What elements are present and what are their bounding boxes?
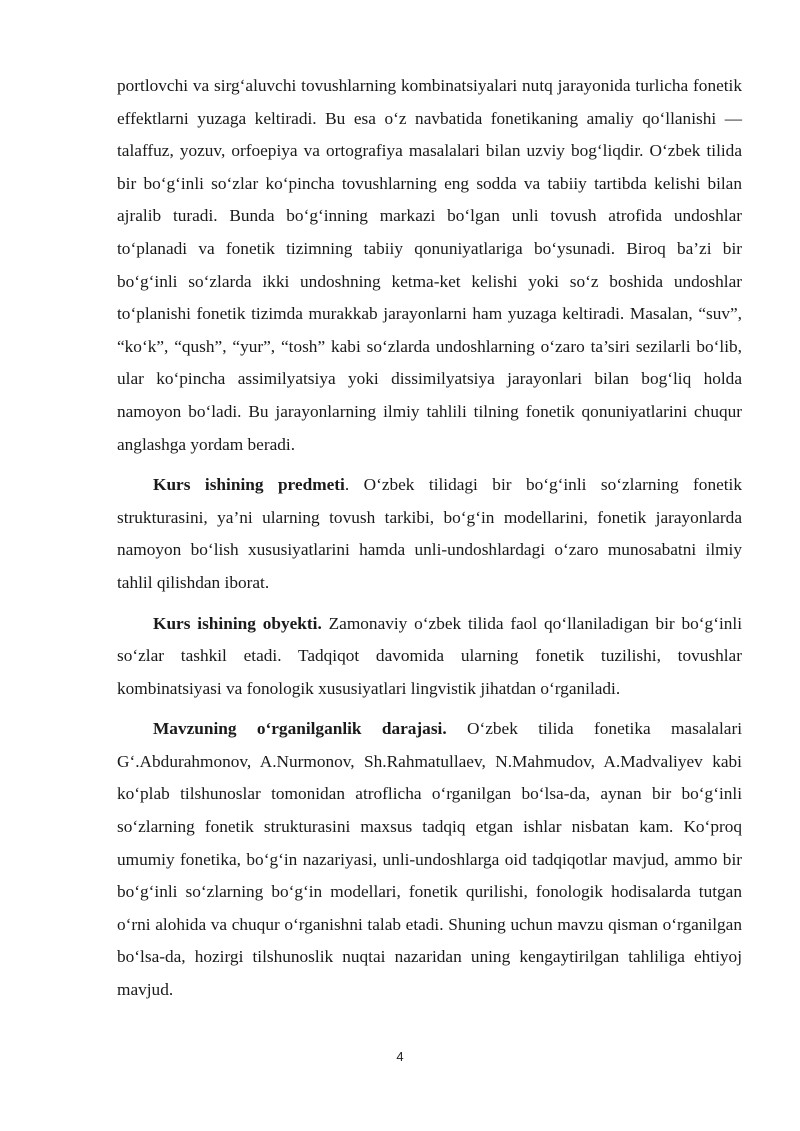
paragraph-research-degree	[117, 713, 742, 1006]
paragraph-text: O‘zbek tilida fonetika masalalari G‘.Abdurahmonov, A.Nurmonov, Sh.Rahmatullaev, N.Mahmudov, A.Madvaliyev kabi ko‘plab tilshunoslar tomonidan atroflicha o‘rganilgan bo‘lsa-da, aynan bir bo‘g‘inli so‘zlarning fonetik strukturasini maxsus tadqiq etgan ishlar nisbatan kam. Ko‘proq umumiy fonetika, bo‘g‘in nazariyasi, unli-undoshlarga oid tadqiqotlar mavjud, ammo bir bo‘g‘inli so‘zlarning bo‘g‘in modellari, fonetik qurilishi, fonologik hodisalarda tutgan o‘rni alohida va chuqur o‘rganishni talab etadi. Shuning uchun mavzu qisman o‘rganilgan bo‘lsa-da, hozirgi tilshunoslik nuqtai nazaridan uning kengaytirilgan tahliliga ehtiyoj mavjud.	[117, 719, 742, 1000]
paragraph-heading: Kurs ishining predmeti	[153, 475, 345, 495]
paragraph-continuation	[117, 70, 742, 461]
paragraph-heading: Mavzuning o‘rganilganlik darajasi.	[153, 719, 447, 739]
paragraph-course-object	[117, 608, 742, 706]
page-number: 4	[396, 1049, 404, 1064]
page-body	[117, 70, 742, 1007]
paragraph-text: Zamonaviy o‘zbek tilida faol qo‘llaniladigan bir bo‘g‘inli so‘zlar tashkil etadi. Tadqiqot davomida ularning fonetik tuzilishi, tovushlar kombinatsiyasi va fonologik xususiyatlari lingvistik jihatdan o‘rganiladi.	[117, 613, 742, 698]
paragraph-text: . O‘zbek tilidagi bir bo‘g‘inli so‘zlarning fonetik strukturasini, ya’ni ularning tovush tarkibi, bo‘g‘in modellarini, fonetik jarayonlarda namoyon bo‘lish xususiyatlarini hamda unli-undoshlardagi o‘zaro munosabatni ilmiy tahlil qilishdan iborat.	[117, 475, 742, 592]
paragraph-course-subject	[117, 469, 742, 599]
paragraph-text: portlovchi va sirg‘aluvchi tovushlarning kombinatsiyalari nutq jarayonida turlicha fonetik effektlarni yuzaga keltiradi. Bu esa o‘z navbatida fonetikaning amaliy qo‘llanishi — talaffuz, yozuv, orfoepiya va ortografiya masalalari bilan uzviy bog‘liqdir. O‘zbek tilida bir bo‘g‘inli so‘zlar ko‘pincha tovushlarning eng sodda va tabiiy tartibda kelishi bilan ajralib turadi. Bunda bo‘g‘inning markazi bo‘lgan unli tovush atrofida undoshlar to‘planadi va fonetik tizimning tabiiy qonuniyatlariga bo‘ysunadi. Biroq ba’zi bir bo‘g‘inli so‘zlarda ikki undoshning ketma-ket kelishi yoki so‘z boshida undoshlar to‘planishi fonetik tizimda murakkab jarayonlarni ham yuzaga keltiradi. Masalan, “suv”, “ko‘k”, “qush”, “yur”, “tosh” kabi so‘zlarda undoshlarning o‘zaro ta’siri sezilarli bo‘lib, ular ko‘pincha assimilyatsiya yoki dissimilyatsiya jarayonlari bilan bog‘liq holda namoyon bo‘ladi. Bu jarayonlarning ilmiy tahlili tilning fonetik qonuniyatlarini chuqur anglashga yordam beradi.	[117, 76, 742, 454]
paragraph-heading: Kurs ishining obyekti.	[153, 613, 322, 633]
